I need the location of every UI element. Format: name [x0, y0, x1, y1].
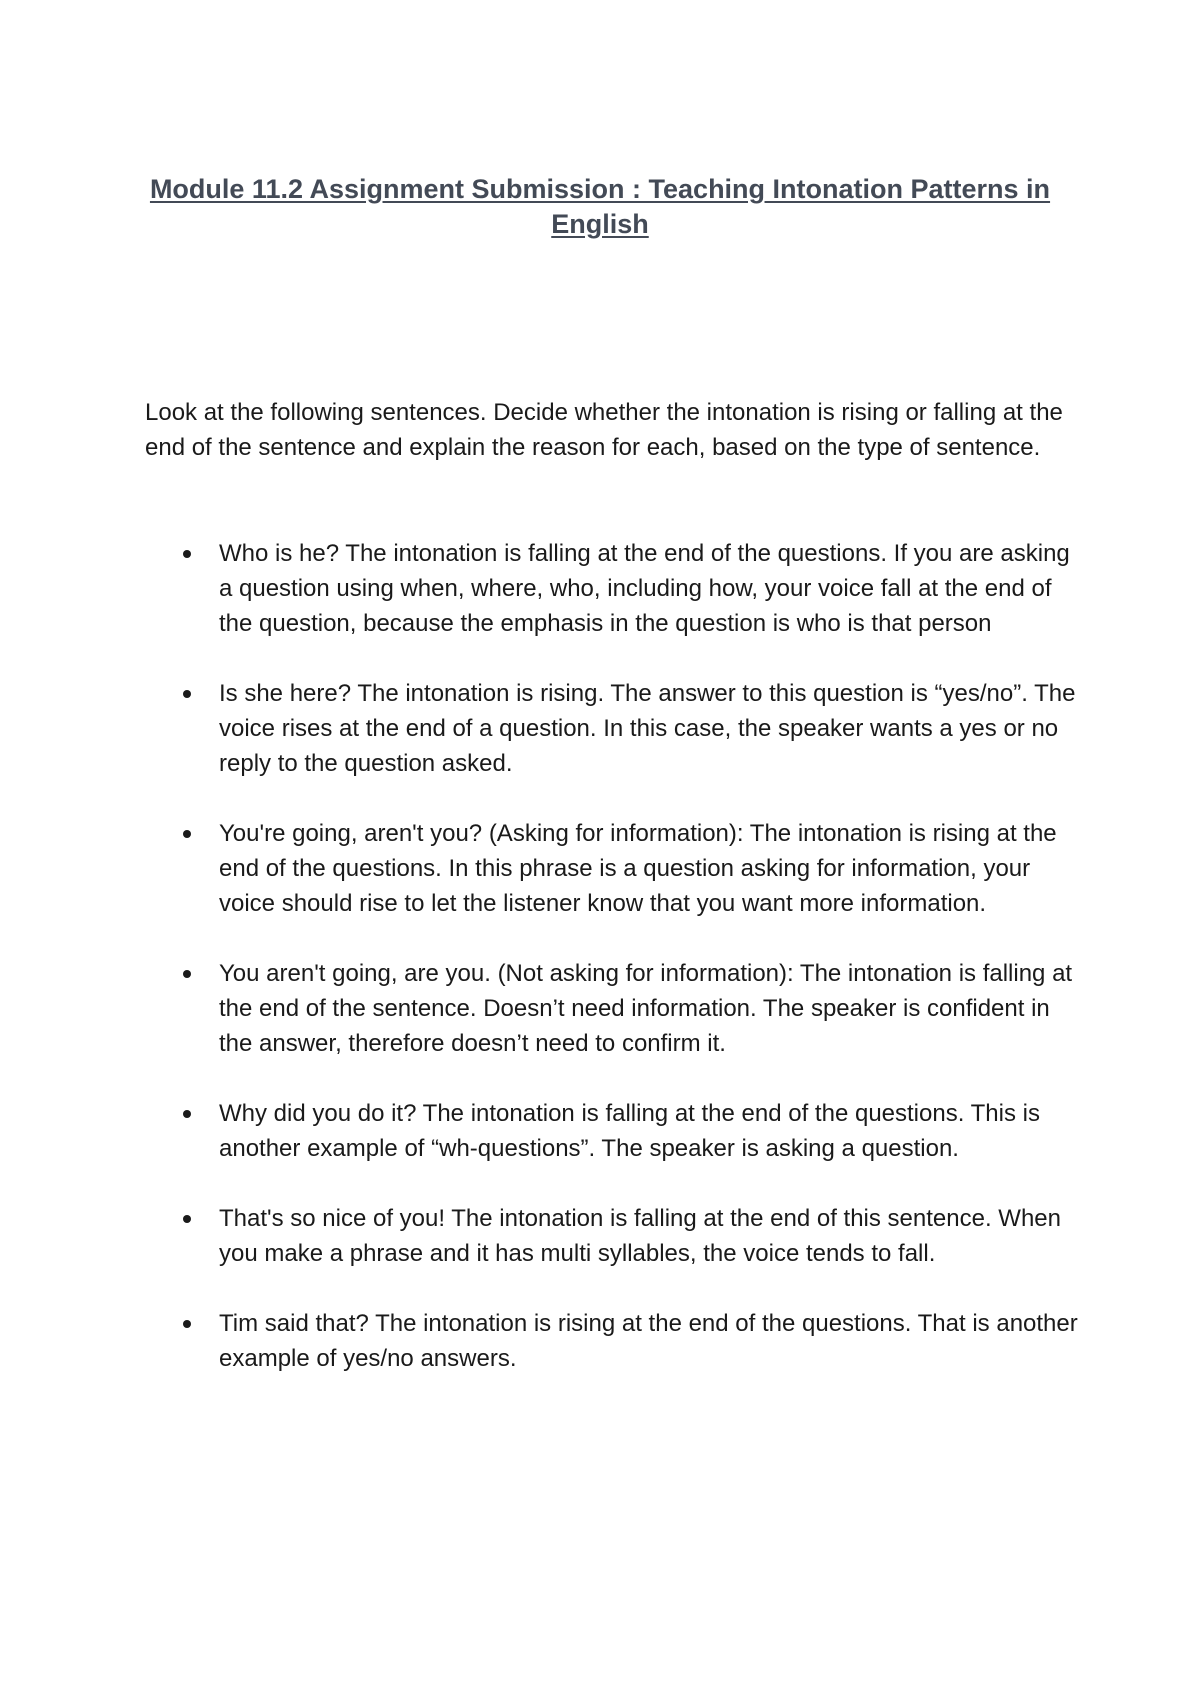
list-item-text: Who is he? The intonation is falling at the end of the questions. If you are asking a question using when, where, who, including how, your voice fall at the end of the question, because the emphasis in the question is who is that person: [219, 540, 1070, 637]
list-item-text: Is she here? The intonation is rising. The answer to this question is “yes/no”. The voice rises at the end of a question. In this case, the speaker wants a yes or no reply to the question asked.: [219, 680, 1076, 777]
bullet-icon: [183, 1110, 191, 1118]
list-item: [145, 1201, 1085, 1271]
list-item-text: Tim said that? The intonation is rising at the end of the questions. That is another example of yes/no answers.: [219, 1310, 1078, 1372]
list-item-text: You're going, aren't you? (Asking for information): The intonation is rising at the end of the questions. In this phrase is a question asking for information, your voice should rise to let the listener know that you want more information.: [219, 820, 1057, 917]
list-item-text: Why did you do it? The intonation is falling at the end of the questions. This is another example of “wh-questions”. The speaker is asking a question.: [219, 1100, 1040, 1162]
list-item: [145, 676, 1085, 781]
bullet-icon: [183, 690, 191, 698]
list-item-text: That's so nice of you! The intonation is falling at the end of this sentence. When you make a phrase and it has multi syllables, the voice tends to fall.: [219, 1205, 1061, 1267]
list-item: [145, 1096, 1085, 1166]
bullet-icon: [183, 1320, 191, 1328]
page-title: Module 11.2 Assignment Submission : Teaching Intonation Patterns in English: [149, 174, 1051, 239]
instructions-paragraph: Look at the following sentences. Decide whether the intonation is rising or falling at the end of the sentence and explain the reason for each, based on the type of sentence.: [145, 399, 1063, 461]
list-item: [145, 1306, 1085, 1376]
bullet-icon: [183, 550, 191, 558]
bullet-icon: [183, 830, 191, 838]
list-item: [145, 816, 1085, 921]
list-item-text: You aren't going, are you. (Not asking for information): The intonation is falling at the end of the sentence. Doesn’t need information. The speaker is confident in the answer, therefore doesn’t need to confirm it.: [219, 960, 1073, 1057]
bullet-icon: [183, 970, 191, 978]
sentence-list: [145, 536, 1085, 1411]
bullet-icon: [183, 1215, 191, 1223]
list-item: [145, 536, 1085, 641]
list-item: [145, 956, 1085, 1061]
